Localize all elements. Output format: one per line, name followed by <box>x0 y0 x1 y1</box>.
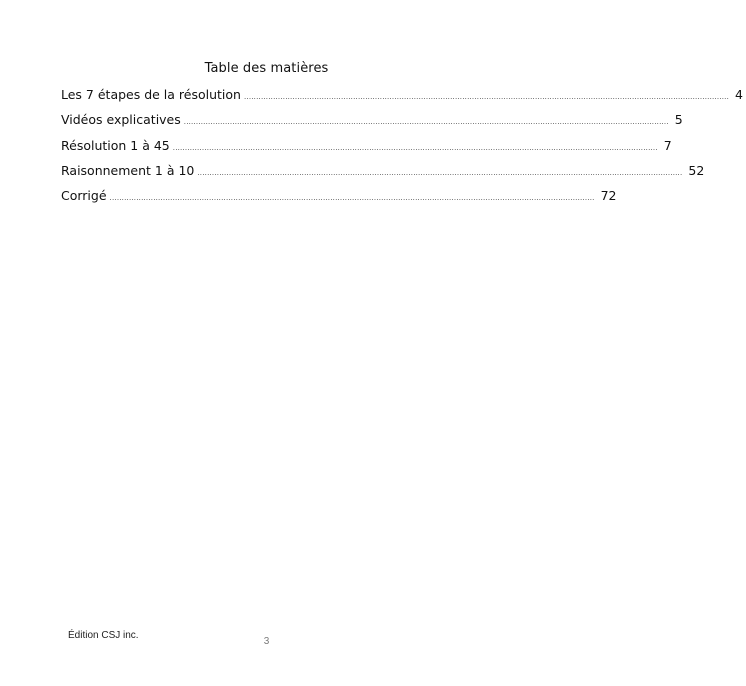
toc-entry-label: Vidéos explicatives <box>61 112 181 128</box>
toc-dot-leader: ........................................................................................................................................................................................................ <box>109 194 595 203</box>
toc-entry-label: Raisonnement 1 à 10 <box>61 162 195 178</box>
footer-page-number: 3 <box>263 636 270 647</box>
footer-publisher: Édition CSJ inc. <box>68 630 139 641</box>
toc-dot-leader: ........................................................................................................................................................................................................ <box>243 93 729 101</box>
toc-entry <box>61 162 705 188</box>
toc-dot-leader: ........................................................................................................................................................................................................ <box>183 118 669 127</box>
toc-entry <box>61 137 672 163</box>
toc-entry <box>61 112 683 137</box>
toc-entry-page: 52 <box>688 162 705 178</box>
toc-entry-label: Les 7 étapes de la résolution <box>61 87 241 102</box>
page-title: Table des matières <box>204 61 329 76</box>
toc-dot-leader: ........................................................................................................................................................................................................ <box>172 143 658 152</box>
toc-entry <box>61 188 617 213</box>
toc-entry <box>61 87 743 112</box>
toc-entry-page: 5 <box>674 112 683 128</box>
toc-dot-leader: ........................................................................................................................................................................................................ <box>197 168 683 177</box>
table-of-contents <box>61 87 743 213</box>
toc-entry-page: 4 <box>735 87 743 102</box>
toc-entry-page: 7 <box>663 137 672 153</box>
toc-entry-label: Résolution 1 à 45 <box>61 137 170 153</box>
toc-entry-label: Corrigé <box>61 188 107 204</box>
toc-entry-page: 72 <box>600 188 617 204</box>
